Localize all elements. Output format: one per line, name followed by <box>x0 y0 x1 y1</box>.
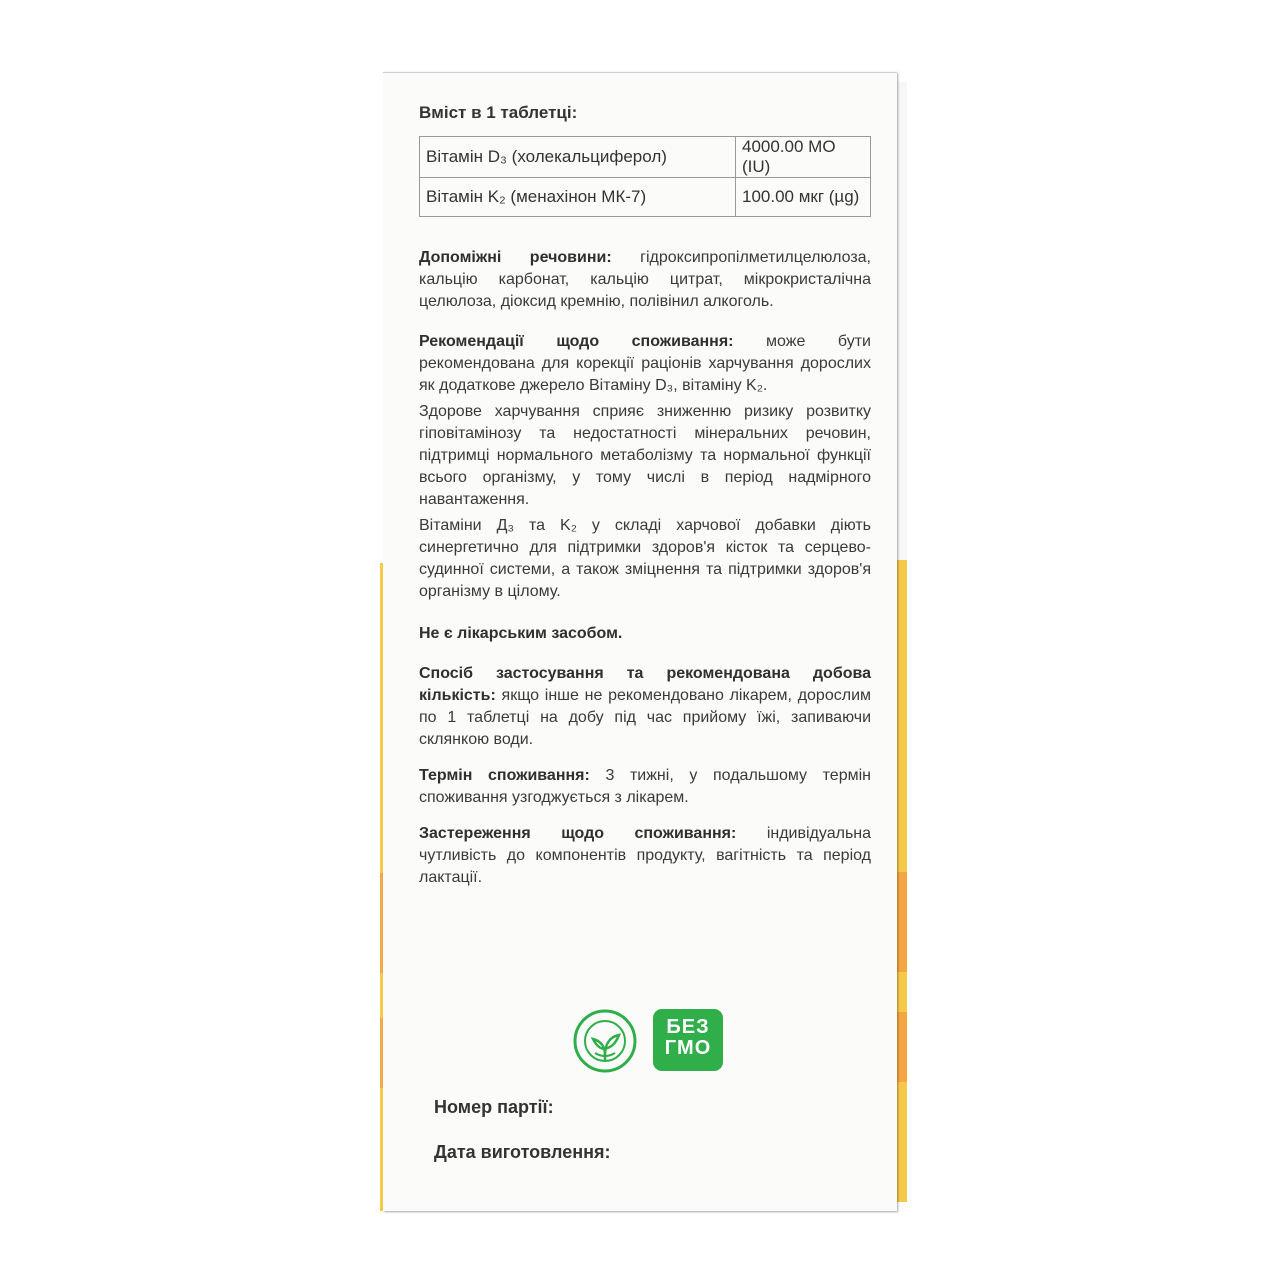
ingredient-amount: 4000.00 МО (IU) <box>736 137 871 178</box>
recommendations-text: може бути рекомендована для корекції раціонів харчування дорослих як додаткове джерело Вітаміну D₃, вітаміну K₂. <box>419 333 871 394</box>
term-label: Термін споживання: <box>419 767 590 784</box>
ingredient-name: Вітамін D₃ (холекальциферол) <box>420 137 736 178</box>
batch-number-label: Номер партії: <box>434 1097 554 1117</box>
usage-text: якщо інше не рекомендовано лікарем, дорослим по 1 таблетці на добу під час прийому їжі, запиваючи склянкою води. <box>419 687 871 748</box>
composition-table <box>419 136 871 217</box>
certification-badges <box>573 1009 743 1073</box>
warnings-text: індивідуальна чутливість до компонентів продукту, вагітність та період лактації. <box>419 825 872 886</box>
usage-paragraph <box>419 663 871 751</box>
ingredient-name: Вітамін K₂ (менахінон МК-7) <box>420 178 736 217</box>
composition-heading: Вміст в 1 таблетці: <box>419 103 578 122</box>
synergy-paragraph: Вітаміни Д₃ та K₂ у складі харчової добавки діють синергетично для підтримки здоров'я кісток та серцево-судинної системи, а також зміцнення та підтримки здоров'я організму в цілому. <box>419 517 871 600</box>
not-medicine-note <box>419 623 871 645</box>
term-paragraph <box>419 765 871 809</box>
vegetarian-badge-icon <box>573 1009 637 1073</box>
manufacture-date-label: Дата виготовлення: <box>434 1142 611 1162</box>
recommendations-paragraph <box>419 331 871 397</box>
warnings-label: Застереження щодо споживання: <box>419 825 737 842</box>
term-text: 3 тижні, у подальшому термін споживання узгоджується з лікарем. <box>419 767 871 806</box>
healthy-eating-paragraph: Здорове харчування сприяє зниженню ризику розвитку гіповітамінозу та недостатності мінеральних речовин, підтримці нормального метаболізму та нормальної функції всього організму, у тому числі в період надмірного навантаження. <box>419 403 871 508</box>
excipients-paragraph <box>419 247 871 313</box>
warnings-paragraph <box>419 823 871 889</box>
ingredient-amount: 100.00 мкг (µg) <box>736 178 871 217</box>
no-gmo-line2: ГМО <box>664 1037 712 1059</box>
usage-label: Спосіб застосування та рекомендована добова кількість: <box>419 665 871 704</box>
side-color-stripe <box>897 82 907 1202</box>
no-gmo-badge <box>653 1009 723 1071</box>
table-row <box>420 137 871 178</box>
recommendations-label: Рекомендації щодо споживання: <box>419 333 734 350</box>
excipients-label: Допоміжні речовини: <box>419 249 612 266</box>
excipients-text: гідроксипропілметилцелюлоза, кальцію карбонат, кальцію цитрат, мікрокристалічна целюлоза, діоксид кремнію, полівінил алкоголь. <box>419 249 871 310</box>
not-medicine-text: Не є лікарським засобом. <box>419 625 623 642</box>
table-row <box>420 178 871 217</box>
package-panel <box>383 72 897 1211</box>
no-gmo-line1: БЕЗ <box>666 1016 710 1038</box>
label-content <box>419 103 871 889</box>
